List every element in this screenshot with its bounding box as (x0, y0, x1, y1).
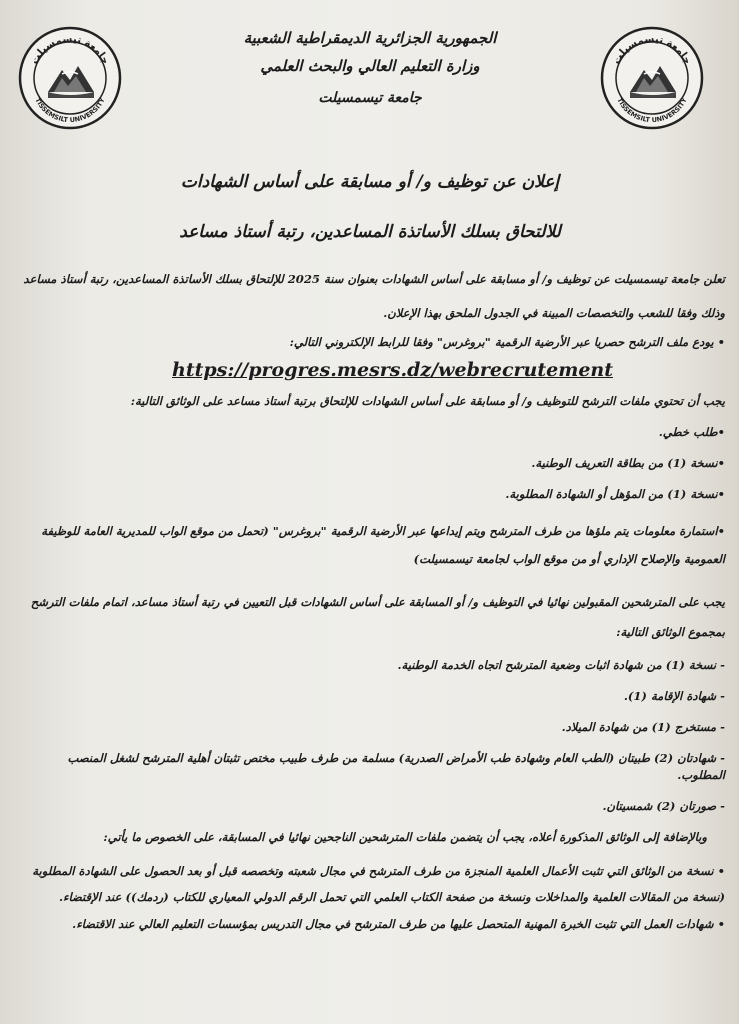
university-logo-right (600, 26, 704, 130)
final-document-item: - مستخرج (1) من شهادة الميلاد. (561, 720, 725, 734)
intro-paragraph: تعلن جامعة تيسمسيلت عن توظيف و/ أو مسابقة على أساس الشهادات بعنوان سنة 2025 للإلتحاق بسلك الأساتذة المساعدين، رتبة أستاذ مساعد وذلك وفقا للشعب والتخصصات المبينة في الجدول الملحق بهذا الإعلان. (23, 272, 725, 320)
svg-text:TISSEMSILT UNIVERSITY: TISSEMSILT UNIVERSITY (615, 96, 689, 125)
additional-document-item: • نسخة من الوثائق التي تثبت الأعمال العلمية المنجزة من طرف المترشح في مجال شعبته وتخصصه قبل أو بعد الحصول على الشهادة المطلوبة (نسخة من المقالات العلمية والمداخلات ونسخة من صفحة الكتاب العلمي التي تحمل الرقم الدولي المعياري للكتاب (ردمك)) عند الإقتضاء. (32, 864, 725, 904)
final-document-item: - صورتان (2) شمسيتان. (602, 799, 725, 813)
announcement-title: إعلان عن توظيف و/ أو مسابقة على أساس الشهادات (180, 172, 560, 192)
document-item: •طلب خطي. (658, 425, 725, 439)
document-header (190, 24, 550, 116)
svg-text:جامعة تيسمسيلت: جامعة تيسمسيلت (611, 33, 693, 67)
deposit-note: • يودع ملف الترشح حصريا عبر الأرضية الرقمية "بروغرس" وفقا للرابط الإلكتروني التالي: (289, 335, 725, 349)
documents-intro: يجب أن تحتوي ملفات الترشح للتوظيف و/ أو مسابقة على أساس الشهادات للإلتحاق برتبة أستاذ مساعد على الوثائق التالية: (130, 394, 725, 408)
document-body (20, 262, 725, 939)
header-republic: الجمهورية الجزائرية الديمقراطية الشعبية (243, 29, 497, 47)
application-link[interactable]: https://progres.mesrs.dz/webrecrutement (172, 359, 613, 381)
final-document-item: - نسخة (1) من شهادة اثبات وضعية المترشح اتجاه الخدمة الوطنية. (397, 658, 725, 672)
document-item: •نسخة (1) من المؤهل أو الشهادة المطلوبة. (505, 487, 725, 501)
document-item: •استمارة معلومات يتم ملؤها من طرف المترشح ويتم إيداعها عبر الأرضية الرقمية "بروغرس" (تحمل من موقع الواب للمديرية العامة للوظيفة العمومية والإصلاح الإداري أو من موقع الواب لجامعة تيسمسيلت) (41, 524, 725, 566)
final-document-item: - شهادة الإقامة (1). (623, 689, 725, 703)
svg-text:TISSEMSILT UNIVERSITY: TISSEMSILT UNIVERSITY (33, 96, 107, 125)
additional-document-item: • شهادات العمل التي تثبت الخبرة المهنية المتحصل عليها من طرف المترشح في مجال التدريس بمؤسسات التعليم العالي عند الاقتضاء. (72, 917, 725, 931)
announcement-subtitle: للالتحاق بسلك الأساتذة المساعدين، رتبة أستاذ مساعد (179, 222, 561, 242)
final-document-item: - شهادتان (2) طبيتان (الطب العام وشهادة طب الأمراض الصدرية) مسلمة من طرف طبيب مختص تثبتان أهلية المترشح لشغل المنصب المطلوب. (67, 751, 725, 782)
header-ministry: وزارة التعليم العالي والبحث العلمي (260, 57, 480, 75)
document-item: •نسخة (1) من بطاقة التعريف الوطنية. (531, 456, 725, 470)
additional-documents-intro: وبالإضافة إلى الوثائق المذكورة أعلاه، يجب أن يتضمن ملفات المترشحين الناجحين نهائيا في المسابقة، على الخصوص ما يأتي: (103, 830, 707, 844)
university-logo-left (18, 26, 122, 130)
header-university: جامعة تيسمسيلت (318, 90, 422, 106)
svg-text:جامعة تيسمسيلت: جامعة تيسمسيلت (29, 33, 111, 67)
final-documents-intro: يجب على المترشحين المقبولين نهائيا في التوظيف و/ أو المسابقة على أساس الشهادات قبل التعيين في رتبة أستاذ مساعد، اتمام ملفات الترشح بمجموع الوثائق التالية: (30, 595, 725, 639)
